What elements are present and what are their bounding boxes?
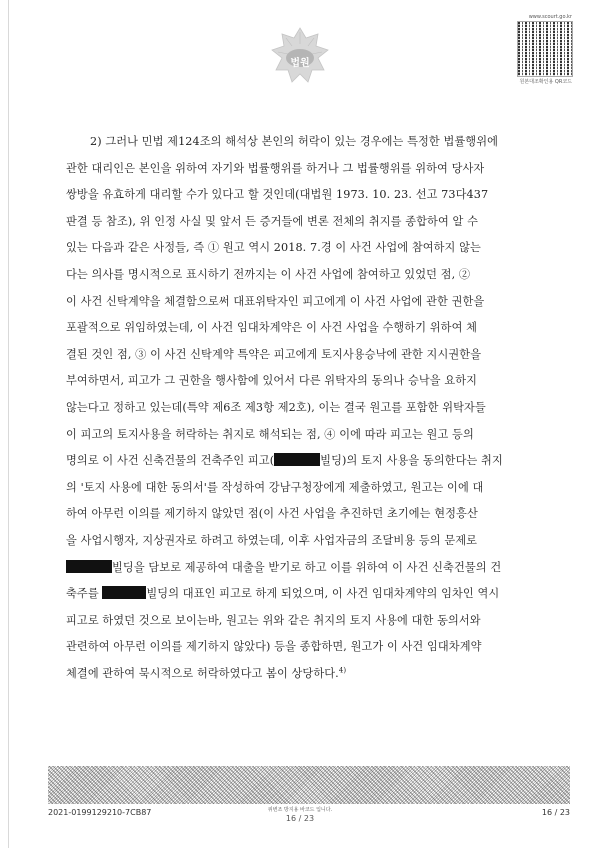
body-line: 이 사건 신탁계약을 체결함으로써 대표위탁자인 피고에게 이 사건 사업에 관한 권한을 [66,294,485,308]
body-line: 쌍방을 유효하게 대리할 수가 있다고 할 것인데(대법원 1973. 10. 23. 선고 73다437 [66,188,489,202]
body-line: 관련하여 아무런 이의를 제기하지 않았다) 등을 종합하면, 원고가 이 사건 임대차계약 [66,640,482,654]
body-line: 부여하면서, 피고가 그 권한을 행사함에 있어서 다른 위탁자의 동의나 승낙을 요하지 [66,374,478,388]
body-line: 의 '토지 사용에 대한 동의서'를 작성하여 강남구청장에게 제출하였고, 원고는 이에 대 [66,480,484,494]
redaction-block [274,453,320,466]
body-line: 하여 아무런 이의를 제기하지 않았던 점(이 사건 사업을 추진하던 초기에는 현정흥산 [66,507,478,521]
body-line: 결된 것인 점, ③ 이 사건 신탁계약 특약은 피고에게 토지사용승낙에 관한 지시권한을 [66,347,482,361]
body-line: 관한 대리인은 본인을 위하여 자기와 법률행위를 하거나 그 법률행위를 위하여 당사자 [66,161,485,175]
body-line-head: 축주를 [66,587,99,601]
body-line-tail: 빌딩을 담보로 제공하여 대출을 받기로 하고 이를 위하여 이 사건 신축건물의 건 [112,560,502,574]
body-line-head: 체결에 관하여 묵시적으로 허락하였다고 봄이 상당하다. [66,666,339,680]
body-line [66,661,542,688]
emblem-label: 법원 [290,58,310,69]
body-text [66,129,542,687]
body-line: 이 피고의 토지사용을 허락하는 취지로 해석되는 점, ④ 이에 따라 피고는 원고 등의 [66,427,474,441]
qr-url: www.scourt.go.kr [528,14,572,20]
body-line [66,448,542,475]
body-line: 판결 등 참조), 위 인정 사실 및 앞서 든 증거들에 변론 전체의 취지를 종합하여 알 수 [66,214,478,228]
barcode-note: 위변조 방지용 바코드 입니다. [267,807,333,813]
footnote-ref[interactable]: 4) [338,666,347,675]
body-line: 을 사업시행자, 지상권자로 하려고 하였는데, 이후 사업자금의 조달비용 등의 문제로 [66,533,478,547]
body-line [66,581,542,608]
court-emblem-icon [268,24,332,88]
body-line: 있는 다음과 같은 사정들, 즉 ① 원고 역시 2018. 7.경 이 사건 사업에 참여하지 않는 [66,241,481,255]
body-line: 다는 의사를 명시적으로 표시하기 전까지는 이 사건 사업에 참여하고 있었던 점, ② [66,267,471,281]
qr-code-icon [518,22,572,76]
qr-block [512,14,572,85]
body-line: 않는다고 정하고 있는데(특약 제6조 제3항 제2호), 이는 결국 원고를 포함한 위탁자들 [66,400,486,414]
anti-forgery-barcode [48,766,570,804]
document-id: 2021-0199129210-7CB87 [48,808,152,817]
body-line-tail: 빌딩의 대표인 피고로 하게 되었으며, 이 사건 임대차계약의 임차인 역시 [146,587,500,601]
body-line-tail: 빌딩)의 토지 사용을 동의한다는 취지 [320,454,503,468]
body-line: 피고로 하였던 것으로 보이는바, 원고는 위와 같은 취지의 토지 사용에 대한 동의서와 [66,613,481,627]
center-page-number: 16 / 23 [285,814,315,823]
body-line [66,555,542,582]
qr-caption: 원본대조확인용 QR코드 [519,79,572,85]
redaction-block [66,560,112,573]
body-line: 포괄적으로 위임하였는데, 이 사건 임대차계약은 이 사건 사업을 수행하기 위하여 체 [66,321,478,335]
scan-edge-line [8,0,9,848]
body-line-head: 명의로 이 사건 신축건물의 건축주인 피고( [66,454,275,468]
redaction-block [102,586,146,599]
body-line: 2) 그러나 민법 제124조의 해석상 본인의 허락이 있는 경우에는 특정한 법률행위에 [90,135,499,148]
page-number: 16 / 23 [541,808,570,817]
